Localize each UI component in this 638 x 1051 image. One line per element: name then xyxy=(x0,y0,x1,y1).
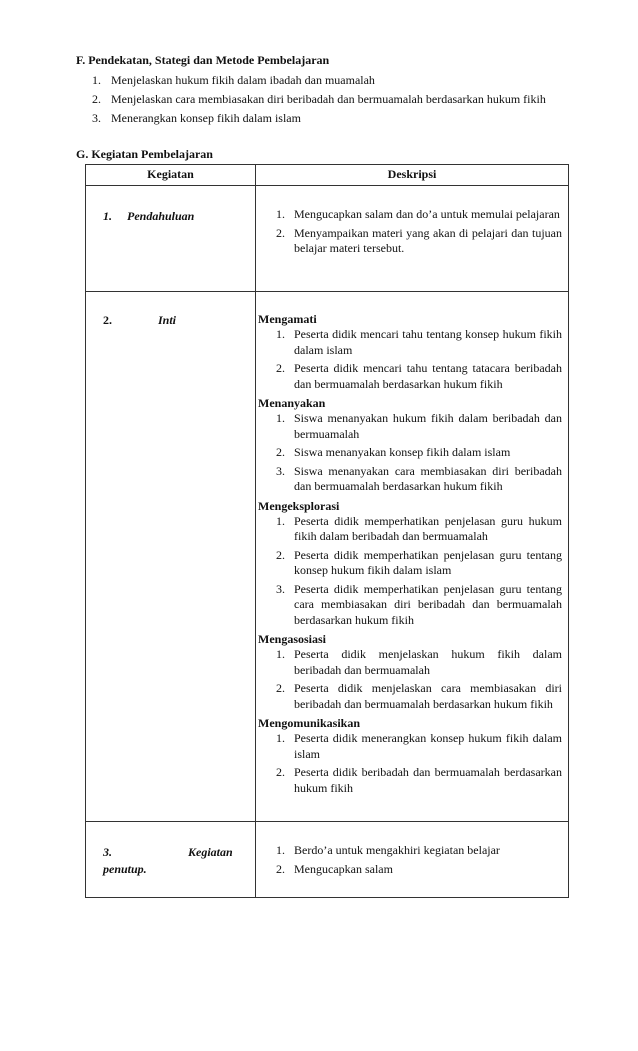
deskripsi-list xyxy=(256,843,568,877)
kegiatan-name-continued: penutup. xyxy=(103,862,147,876)
deskripsi-list xyxy=(256,514,568,629)
list-item: 1. Mengucapkan salam dan do’a untuk memulai pelajaran xyxy=(276,207,560,221)
list-item: 1. Peserta didik menjelaskan hukum fikih dalam beribadah dan bermuamalah xyxy=(276,647,562,677)
list-item: 1. Peserta didik mencari tahu tentang konsep hukum fikih dalam islam xyxy=(276,327,562,357)
table-row xyxy=(86,292,569,822)
list-item: 2. Menjelaskan cara membiasakan diri beribadah dan bermuamalah berdasarkan hukum fikih xyxy=(92,92,546,106)
list-item: 3. Menerangkan konsep fikih dalam islam xyxy=(92,111,301,125)
list-item: 1. Menjelaskan hukum fikih dalam ibadah dan muamalah xyxy=(92,73,375,87)
kegiatan-name: Kegiatan xyxy=(188,845,233,859)
list-item: 2. Peserta didik memperhatikan penjelasan guru tentang konsep hukum fikih dalam islam xyxy=(276,547,562,577)
phase-heading: Mengomunikasikan xyxy=(258,716,361,730)
kegiatan-cell xyxy=(86,822,256,898)
list-item: 2. Peserta didik menjelaskan cara membiasakan diri beribadah dan bermuamalah berdasarkan hukum fikih xyxy=(276,681,562,711)
kegiatan-number: 2. xyxy=(103,313,112,327)
kegiatan-name: Inti xyxy=(158,313,177,327)
kegiatan-number: 3. xyxy=(103,845,112,859)
list-item: 2. Mengucapkan salam xyxy=(276,861,393,876)
list-item: 1. Peserta didik memperhatikan penjelasan guru hukum fikih dalam beribadah dan bermuamalah xyxy=(276,513,562,543)
phase-heading: Mengamati xyxy=(258,312,317,326)
header-kegiatan: Kegiatan xyxy=(86,165,256,186)
section-g-title: G. Kegiatan Pembelajaran xyxy=(76,147,213,161)
kegiatan-name: Pendahuluan xyxy=(127,209,195,223)
section-f-title: F. Pendekatan, Stategi dan Metode Pembelajaran xyxy=(76,53,330,67)
header-deskripsi: Deskripsi xyxy=(256,165,569,186)
kegiatan-table xyxy=(85,164,569,898)
kegiatan-number: 1. xyxy=(103,209,112,223)
list-item: 2. Menyampaikan materi yang akan di pelajari dan tujuan belajar materi tersebut. xyxy=(276,225,562,255)
list-item: 2. Peserta didik beribadah dan bermuamalah berdasarkan hukum fikih xyxy=(276,765,562,795)
kegiatan-cell xyxy=(86,186,256,292)
deskripsi-list xyxy=(256,731,568,796)
table-row xyxy=(86,822,569,898)
phase-heading: Menanyakan xyxy=(258,396,326,410)
deskripsi-list xyxy=(256,411,568,495)
deskripsi-list xyxy=(256,647,568,712)
phase-heading: Mengasosiasi xyxy=(258,632,327,646)
list-item: 2. Siswa menanyakan konsep fikih dalam islam xyxy=(276,445,511,459)
table-header-row xyxy=(86,165,569,186)
phase-heading: Mengeksplorasi xyxy=(258,498,340,513)
deskripsi-cell xyxy=(256,822,569,898)
list-item: 1. Peserta didik menerangkan konsep hukum fikih dalam islam xyxy=(276,731,562,761)
list-item: 1. Siswa menanyakan hukum fikih dalam beribadah dan bermuamalah xyxy=(276,411,562,441)
deskripsi-list xyxy=(256,207,568,257)
deskripsi-list xyxy=(256,327,568,392)
kegiatan-cell xyxy=(86,292,256,822)
list-item: 3. Siswa menanyakan cara membiasakan diri beribadah dan bermuamalah berdasarkan hukum fikih xyxy=(276,463,562,493)
table-row xyxy=(86,186,569,292)
list-item: 3. Peserta didik memperhatikan penjelasan guru tentang cara membiasakan diri beribadah dan bermuamalah berdasarkan hukum fikih xyxy=(276,581,562,627)
section-f-list xyxy=(92,72,612,129)
list-item: 2. Peserta didik mencari tahu tentang tatacara beribadah dan bermuamalah berdasarkan hukum fikih xyxy=(276,361,562,391)
deskripsi-cell xyxy=(256,292,569,822)
list-item: 1. Berdo’a untuk mengakhiri kegiatan belajar xyxy=(276,843,500,857)
deskripsi-cell xyxy=(256,186,569,292)
